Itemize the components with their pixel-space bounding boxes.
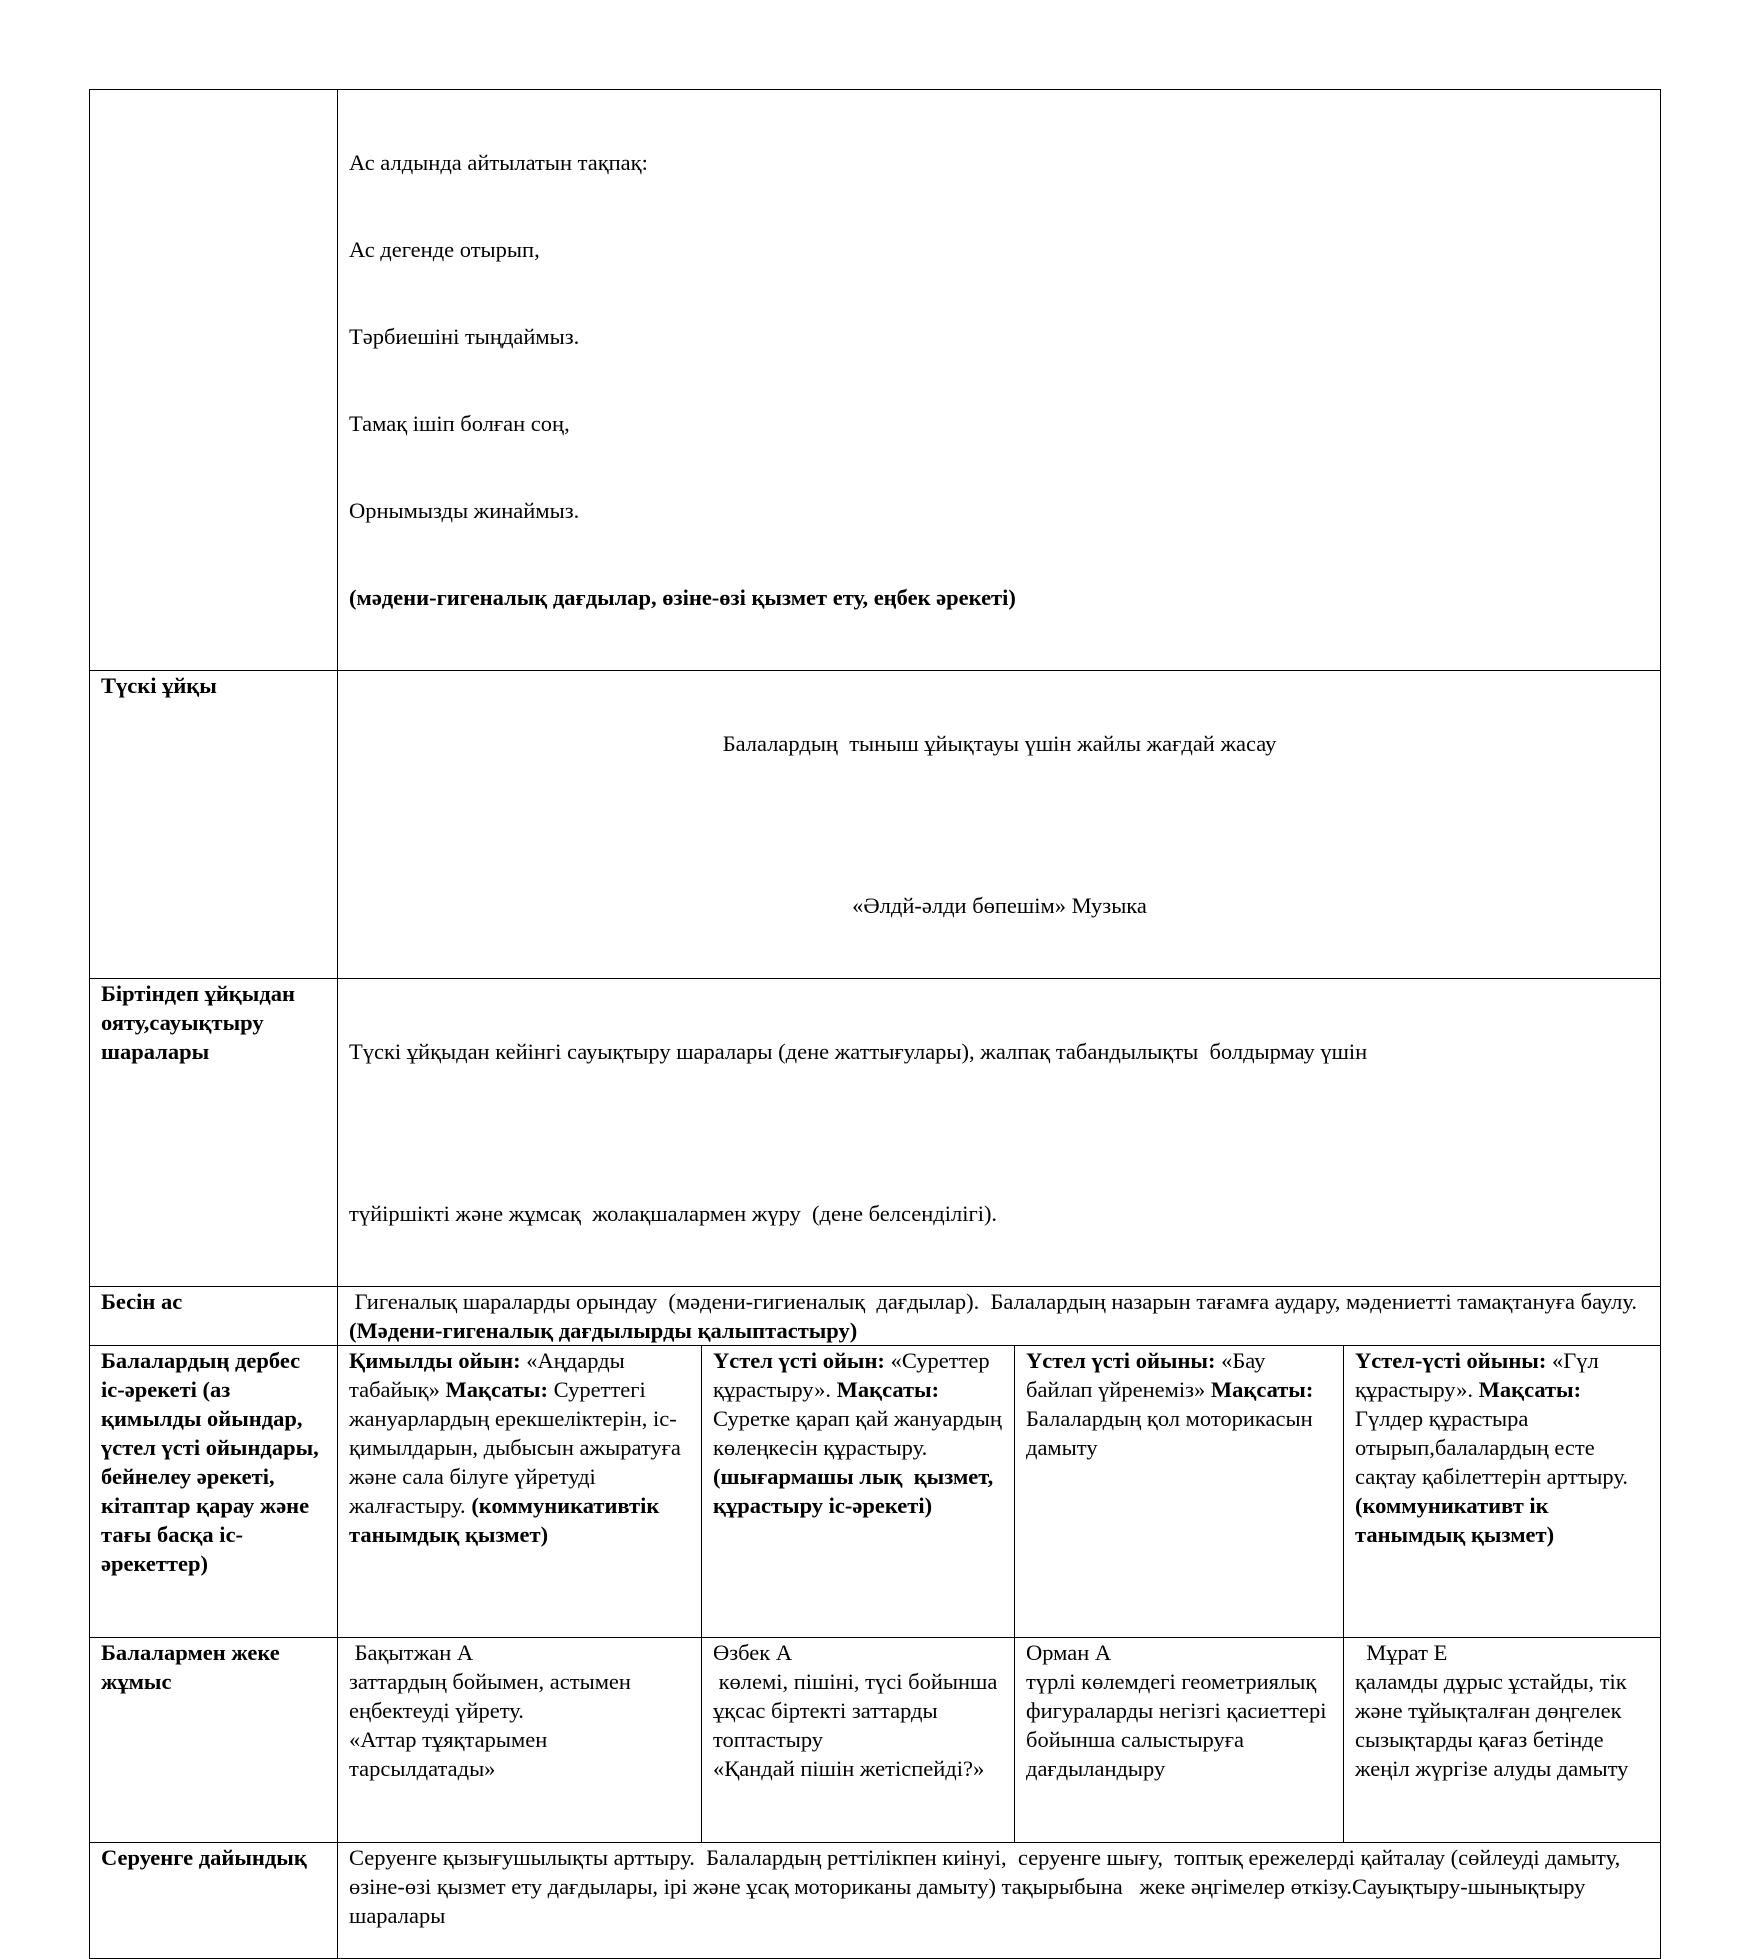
activity-title: «Аңдарды табайық» [349, 1348, 631, 1402]
snack-content [338, 1287, 1661, 1346]
nap-spacer [349, 816, 1650, 833]
independent-activity-row [90, 1346, 1661, 1638]
activity-goal: Суреттегі жануарлардың ерекшеліктерін, іс-қимылдарын, дыбысын ажыратуға және сала білуге үйретуді жалғастыру. [349, 1377, 687, 1518]
activity-area: (коммуникативт ік танымдық қызмет) [1355, 1493, 1555, 1547]
activity-goal: Суретке қарап қай жануардың көлеңкесін құрастыру. [713, 1406, 1008, 1460]
walk-prep-content: Серуенге қызығушылықты арттыру. Балалардың реттілікпен киінуі, серуенге шығу, топтық ережелерді қайталау (сөйлеуді дамыту, өзіне-өзі қызмет ету дағдылары, ірі және ұсақ моториканы дамыту) тақырыбына жеке әңгімелер өткізу.Сауықтыру-шынықтыру шаралары [338, 1843, 1661, 1959]
meal-rhyme-line: Тамақ ішіп болған соң, [349, 411, 570, 436]
meal-label [90, 90, 338, 671]
nap-content [338, 671, 1661, 979]
meal-rhyme-line: Тәрбиешіні тыңдаймыз. [349, 324, 580, 349]
activity-cell-4 [1344, 1346, 1661, 1638]
activity-goal-label: Мақсаты: [836, 1377, 945, 1402]
meal-note: (мәдени-гигеналық дағдылар, өзіне-өзі қызмет ету, еңбек әрекеті) [349, 585, 1016, 610]
activity-title: «Суреттер құрастыру». [713, 1348, 996, 1402]
activity-type: Қимылды ойын: [349, 1348, 527, 1373]
meal-rhyme-line: Ас дегенде отырып, [349, 237, 540, 262]
wake-row [90, 979, 1661, 1287]
snack-note: (Мәдени-гигеналық дағдылырды қалыптастыру) [349, 1318, 858, 1343]
walk-prep-row [90, 1843, 1661, 1959]
activity-cell-1 [338, 1346, 702, 1638]
activity-goal: Балалардың қол моторикасын дамыту [1026, 1406, 1319, 1460]
snack-label: Бесін ас [90, 1287, 338, 1346]
activity-goal: Гүлдер құрастыра отырып,балалардың есте сақтау қабілеттерін арттыру. [1355, 1406, 1628, 1489]
wake-label: Біртіндеп ұйқыдан ояту,сауықтыру шаралары [90, 979, 338, 1287]
nap-row [90, 671, 1661, 979]
independent-activity-label: Балалардың дербес іс-әрекеті (аз қимылды ойындар, үстел үсті ойындары, бейнелеу әрекеті, кітаптар қарау және тағы басқа іс-әрекеттер) [90, 1346, 338, 1638]
activity-cell-2 [702, 1346, 1015, 1638]
daily-plan-table [89, 89, 1661, 1959]
wake-line-1: Түскі ұйқыдан кейінгі сауықтыру шаралары (дене жаттығулары), жалпақ табандылықты болдырмау үшін [349, 1039, 1368, 1064]
activity-type: Үстел үсті ойын: [713, 1348, 891, 1373]
activity-area: (коммуникативтік танымдық қызмет) [349, 1493, 665, 1547]
activity-cell-3 [1015, 1346, 1344, 1638]
meal-rhyme-line: Ас алдында айтылатын тақпақ: [349, 150, 648, 175]
activity-goal-label: Мақсаты: [1210, 1377, 1319, 1402]
snack-row [90, 1287, 1661, 1346]
meal-row [90, 90, 1661, 671]
activity-title: «Гүл құрастыру». [1355, 1348, 1605, 1402]
individual-cell-4: Мұрат Е қаламды дұрыс ұстайды, тік және тұйықталған дөңгелек сызықтарды қағаз бетінде жеңіл жүргізе алуды дамыту [1344, 1638, 1661, 1843]
activity-type: Үстел үсті ойыны: [1026, 1348, 1222, 1373]
snack-text: Гигеналық шараларды орындау (мәдени-гигиеналық дағдылар). Балалардың назарын тағамға аудару, мәдениетті тамақтануға баулу. [349, 1289, 1643, 1314]
activity-type: Үстел-үсті ойыны: [1355, 1348, 1552, 1373]
nap-line-1: Балалардың тыныш ұйықтауы үшін жайлы жағдай жасау [722, 731, 1277, 756]
nap-line-2: «Әлдй-әлди бөпешім» Музыка [852, 893, 1147, 918]
wake-spacer [349, 1124, 1650, 1141]
individual-work-row [90, 1638, 1661, 1843]
individual-cell-3: Орман А түрлі көлемдегі геометриялық фигураларды негізгі қасиеттері бойынша салыстыруға дағдыландыру [1015, 1638, 1344, 1843]
activity-area: (шығармашы лық қызмет, құрастыру іс-әрекеті) [713, 1464, 999, 1518]
activity-title: «Бау байлап үйренеміз» [1026, 1348, 1272, 1402]
meal-rhyme-line: Орнымызды жинаймыз. [349, 498, 580, 523]
individual-cell-1: Бақытжан А заттардың бойымен, астымен еңбектеуді үйрету. «Аттар тұяқтарымен тарсылдатады» [338, 1638, 702, 1843]
meal-content [338, 90, 1661, 671]
activity-goal-label: Мақсаты: [1478, 1377, 1587, 1402]
individual-cell-2: Өзбек А көлемі, пішіні, түсі бойынша ұқсас біртекті заттарды топтастыру «Қандай пішін жетіспейді?» [702, 1638, 1015, 1843]
nap-label: Түскі ұйқы [90, 671, 338, 979]
wake-line-2: түйіршікті және жұмсақ жолақшалармен жүру (дене белсенділігі). [349, 1201, 998, 1226]
walk-prep-label: Серуенге дайындық [90, 1843, 338, 1959]
individual-work-label: Балалармен жеке жұмыс [90, 1638, 338, 1843]
wake-content [338, 979, 1661, 1287]
activity-goal-label: Мақсаты: [445, 1377, 554, 1402]
